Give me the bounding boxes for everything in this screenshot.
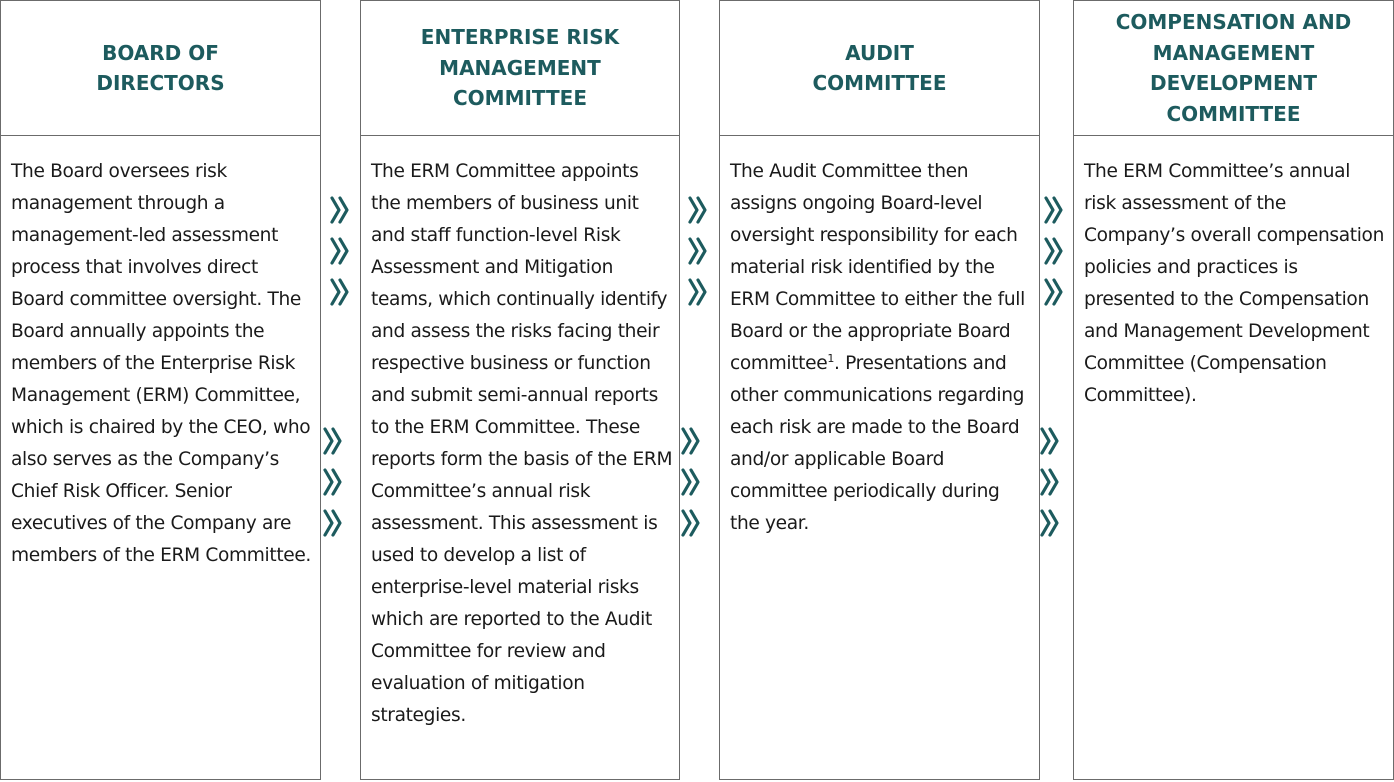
chevron-right-double-icon: [329, 274, 351, 310]
board-of-directors-description: The Board oversees risk management through a management-led assessment process that involves direct Board committee oversight. The Board annually appoints the members of the Enterprise Risk Management (ERM) Committee, which is chaired by the CEO, who also serves as the Company’s Chief Risk Officer. Senior executives of the Company are members of the ERM Committee.: [11, 161, 311, 566]
chevron-right-double-icon: [1043, 233, 1065, 269]
audit-committee-header: [720, 1, 1039, 136]
compensation-committee-column: [1073, 0, 1394, 780]
chevron-right-double-icon: [322, 423, 344, 459]
audit-committee-text-before: The Audit Committee then assigns ongoing Board-level oversight responsibility for each material risk identified by the ERM Committee to either the full Board or the appropriate Board committee: [730, 161, 1025, 374]
erm-committee-header: [361, 1, 679, 136]
footnote-marker: 1: [827, 351, 834, 365]
chevron-right-double-icon: [1043, 192, 1065, 228]
flow-arrows-3-lower: [1039, 423, 1061, 541]
board-of-directors-header: [1, 1, 320, 136]
compensation-committee-description: The ERM Committee’s annual risk assessment of the Company’s overall compensation policies and practices is presented to the Compensation and Management Development Committee (Compensation Committee).: [1084, 161, 1385, 406]
chevron-right-double-icon: [687, 233, 709, 269]
audit-committee-title: AUDIT COMMITTEE: [812, 40, 947, 95]
chevron-right-double-icon: [322, 505, 344, 541]
board-of-directors-title: BOARD OF DIRECTORS: [96, 40, 225, 95]
compensation-committee-header: [1074, 1, 1393, 136]
audit-committee-text-after: . Presentations and other communications regarding each risk are made to the Board and/or applicable Board committee periodically during the year.: [730, 353, 1025, 534]
flow-arrows-2-upper: [687, 192, 709, 310]
chevron-right-double-icon: [687, 192, 709, 228]
flow-arrows-2-lower: [680, 423, 702, 541]
erm-committee-description: The ERM Committee appoints the members of business unit and staff function-level Risk Assessment and Mitigation teams, which continually identify and assess the risks facing their respective business or function and submit semi-annual reports to the ERM Committee. These reports form the basis of the ERM Committee’s annual risk assessment. This assessment is used to develop a list of enterprise-level material risks which are reported to the Audit Committee for review and evaluation of mitigation strategies.: [371, 161, 673, 726]
chevron-right-double-icon: [687, 274, 709, 310]
audit-committee-description: [720, 136, 1039, 540]
erm-committee-column: [360, 0, 680, 780]
chevron-right-double-icon: [322, 464, 344, 500]
chevron-right-double-icon: [680, 505, 702, 541]
chevron-right-double-icon: [1039, 464, 1061, 500]
chevron-right-double-icon: [329, 192, 351, 228]
compensation-committee-title: COMPENSATION AND MANAGEMENT DEVELOPMENT COMMITTEE: [1115, 10, 1352, 126]
board-of-directors-column: [0, 0, 321, 780]
chevron-right-double-icon: [1039, 505, 1061, 541]
chevron-right-double-icon: [680, 423, 702, 459]
flow-arrows-1-lower: [322, 423, 344, 541]
audit-committee-column: [719, 0, 1040, 780]
flow-arrows-3-upper: [1043, 192, 1065, 310]
chevron-right-double-icon: [1039, 423, 1061, 459]
chevron-right-double-icon: [1043, 274, 1065, 310]
erm-committee-title: ENTERPRISE RISK MANAGEMENT COMMITTEE: [420, 25, 620, 111]
chevron-right-double-icon: [329, 233, 351, 269]
flow-arrows-1-upper: [329, 192, 351, 310]
chevron-right-double-icon: [680, 464, 702, 500]
